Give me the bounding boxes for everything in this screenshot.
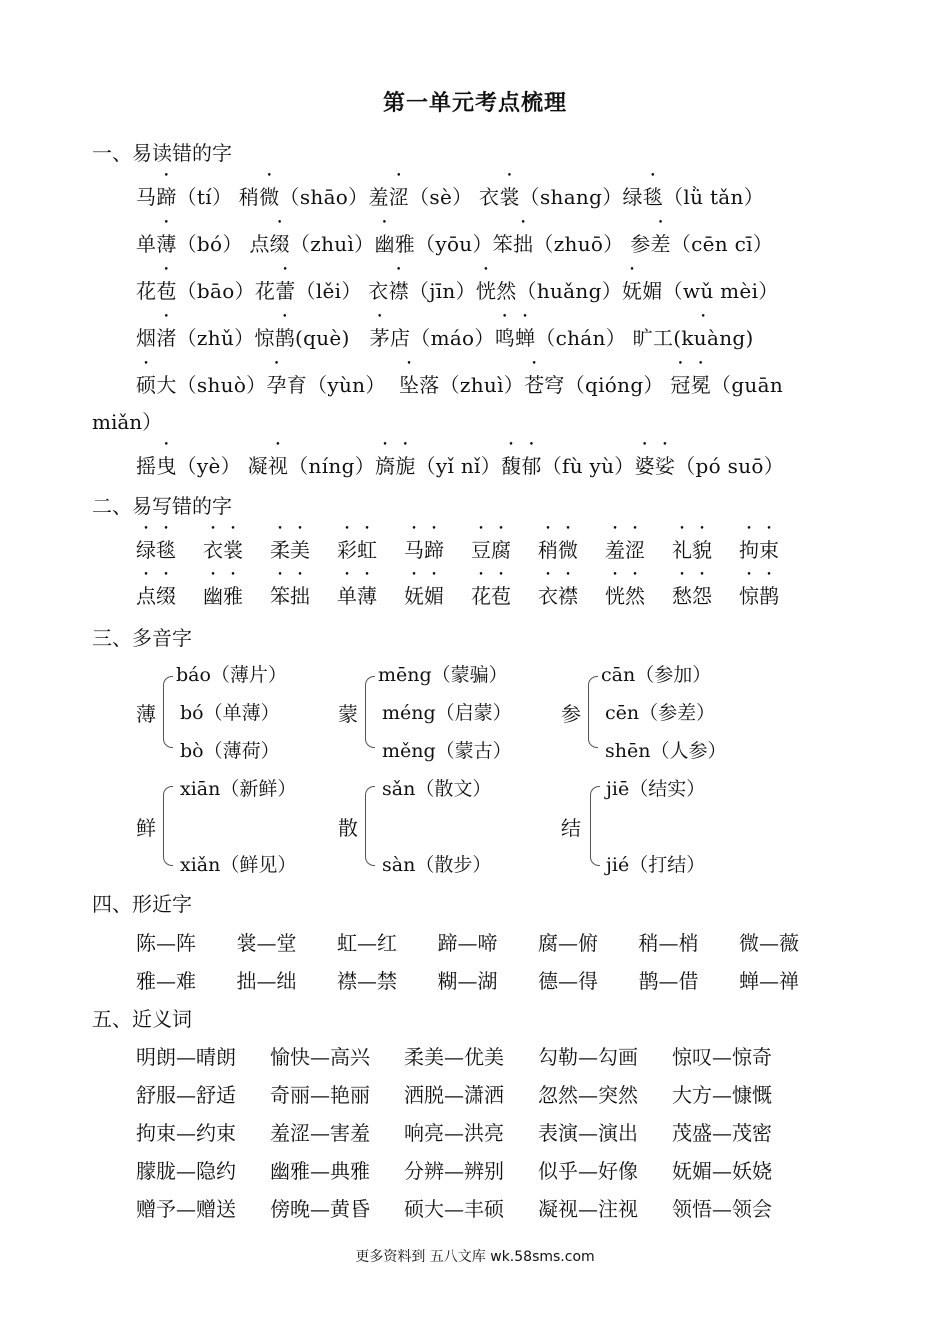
synonym-pair: 拘束—约束 <box>136 1121 236 1145</box>
polyphone-reading: xiān（新鲜） <box>180 778 297 800</box>
section-4-heading: 四、形近字 <box>92 892 192 916</box>
polyphone-reading: bò（薄荷） <box>180 740 280 762</box>
synonym-pair: 奇丽—艳丽 <box>270 1083 370 1107</box>
polyphone-reading: sǎn（散文） <box>382 778 492 800</box>
word-item: 襟—禁 <box>337 969 397 993</box>
word-item: 蝉—禅 <box>739 969 799 993</box>
polyphone-reading: cān（参加） <box>601 664 712 686</box>
word-item: 雅—难 <box>136 969 196 993</box>
brace <box>365 786 375 866</box>
word-item: 豆腐 <box>471 538 511 562</box>
word-item: 稍—梢 <box>638 931 699 955</box>
polyphone-char: 结 <box>561 816 581 840</box>
word-item: 拙—绌 <box>236 969 297 993</box>
word-item: 彩虹 <box>337 538 377 562</box>
word-item: 柔美 <box>270 538 310 562</box>
polyphone-char: 薄 <box>136 702 156 726</box>
word-item: 衣襟 <box>538 584 578 608</box>
word-item: 拘束 <box>739 538 779 562</box>
word-item: 鹊—借 <box>638 969 699 993</box>
synonym-pair: 似乎—好像 <box>538 1159 638 1183</box>
polyphone-reading: cēn（参差） <box>605 702 716 724</box>
word-item: 微—薇 <box>739 931 799 955</box>
sec1-line-5: 硕大（shuò）孕育（yùn） 坠落（zhuì）苍穹（qióng） 冠冕（guān <box>136 373 784 397</box>
word-item: 糊—湖 <box>437 969 498 993</box>
word-item: 稍微 <box>538 538 578 562</box>
page-title: 第一单元考点梳理 <box>382 91 567 116</box>
synonym-pair: 羞涩—害羞 <box>270 1121 370 1145</box>
word-item: 羞涩 <box>605 538 645 562</box>
word-item: 幽雅 <box>203 584 243 608</box>
synonym-pair: 表演—演出 <box>538 1121 638 1145</box>
synonym-pair: 明朗—晴朗 <box>136 1045 236 1069</box>
synonym-pair: 幽雅—典雅 <box>270 1159 370 1183</box>
polyphone-reading: shēn（人参） <box>605 740 727 762</box>
section-2-heading: 二、易写错的字 <box>92 494 232 518</box>
polyphone-char: 散 <box>338 816 358 840</box>
synonym-pair: 分辨—辨别 <box>404 1159 504 1183</box>
synonym-pair: 赠予—赠送 <box>136 1197 236 1221</box>
polyphone-reading: báo（薄片） <box>176 664 287 686</box>
synonym-pair: 舒服—舒适 <box>136 1083 236 1107</box>
polyphone-reading: mēng（蒙骗） <box>378 664 508 686</box>
polyphone-reading: bó（单薄） <box>180 702 280 724</box>
brace <box>163 676 173 748</box>
synonym-pair: 柔美—优美 <box>404 1045 504 1069</box>
word-item: 德—得 <box>538 969 598 993</box>
polyphone-reading: xiǎn（鲜见） <box>180 854 297 876</box>
polyphone-char: 蒙 <box>338 702 358 726</box>
footer-source: 更多资料到 五八文库 wk.58sms.com <box>355 1249 595 1265</box>
sec1-line-6: 摇曳（yè） 凝视（níng）旖旎（yǐ nǐ）馥郁（fù yù）婆娑（pó suō） <box>136 454 785 478</box>
word-item: 点缀 <box>136 584 176 608</box>
section-3-heading: 三、多音字 <box>92 626 192 650</box>
sec1-line-3: 花苞（bāo）花蕾（lěi） 衣襟（jīn）恍然（huǎng）妩媚（wǔ mèi） <box>136 279 779 303</box>
brace <box>365 676 375 748</box>
polyphone-char: 参 <box>561 702 581 726</box>
section-1-heading: 一、易读错的字 <box>92 141 232 165</box>
word-item: 惊鹊 <box>739 584 779 608</box>
polyphone-char: 鲜 <box>136 816 156 840</box>
word-item: 蹄—啼 <box>437 931 498 955</box>
word-item: 绿毯 <box>136 538 176 562</box>
polyphone-reading: sàn（散步） <box>382 854 492 876</box>
word-item: 马蹄 <box>404 538 444 562</box>
synonym-pair: 硕大—丰硕 <box>404 1197 504 1221</box>
section-5-heading: 五、近义词 <box>92 1007 192 1031</box>
brace <box>590 786 600 866</box>
word-item: 花苞 <box>471 584 511 608</box>
synonym-pair: 愉快—高兴 <box>270 1045 370 1069</box>
word-item: 笨拙 <box>270 584 310 608</box>
word-item: 愁怨 <box>672 584 712 608</box>
synonym-pair: 忽然—突然 <box>538 1083 638 1107</box>
synonym-pair: 茂盛—茂密 <box>672 1121 772 1145</box>
word-item: 陈—阵 <box>136 931 196 955</box>
word-item: 裳—堂 <box>236 931 297 955</box>
synonym-pair: 傍晚—黄昏 <box>270 1197 370 1221</box>
sec1-line-1: 马蹄（tí） 稍微（shāo）羞涩（sè） 衣裳（shang）绿毯（lǜ tǎn） <box>136 185 765 209</box>
word-item: 虹—红 <box>337 931 397 955</box>
synonym-pair: 大方—慷慨 <box>672 1083 772 1107</box>
sec1-line-2: 单薄（bó） 点缀（zhuì）幽雅（yōu）笨拙（zhuō） 参差（cēn cī） <box>136 232 774 256</box>
synonym-pair: 朦胧—隐约 <box>136 1159 236 1183</box>
synonym-pair: 妩媚—妖娆 <box>672 1159 772 1183</box>
polyphone-reading: jié（打结） <box>606 854 706 876</box>
synonym-pair: 勾勒—勾画 <box>538 1045 638 1069</box>
word-item: 衣裳 <box>203 538 243 562</box>
synonym-pair: 响亮—洪亮 <box>404 1121 504 1145</box>
word-item: 恍然 <box>605 584 645 608</box>
word-item: 妩媚 <box>404 584 444 608</box>
sec1-line-5-wrap: miǎn） <box>92 410 163 434</box>
brace <box>163 786 173 866</box>
synonym-pair: 凝视—注视 <box>538 1197 638 1221</box>
synonym-pair: 惊叹—惊奇 <box>672 1045 772 1069</box>
sec1-line-4: 烟渚（zhǔ）惊鹊(què) 茅店（máo）鸣蝉（chán） 旷• 工(kuàng) <box>136 322 754 351</box>
polyphone-reading: měng（蒙古） <box>382 740 512 762</box>
brace <box>588 676 598 748</box>
polyphone-reading: méng（启蒙） <box>382 702 512 724</box>
word-item: 单薄 <box>337 584 377 608</box>
word-item: 腐—俯 <box>538 931 598 955</box>
polyphone-reading: jiē（结实） <box>606 778 706 800</box>
synonym-pair: 洒脱—潇洒 <box>404 1083 504 1107</box>
word-item: 礼貌 <box>672 538 712 562</box>
synonym-pair: 领悟—领会 <box>672 1197 772 1221</box>
